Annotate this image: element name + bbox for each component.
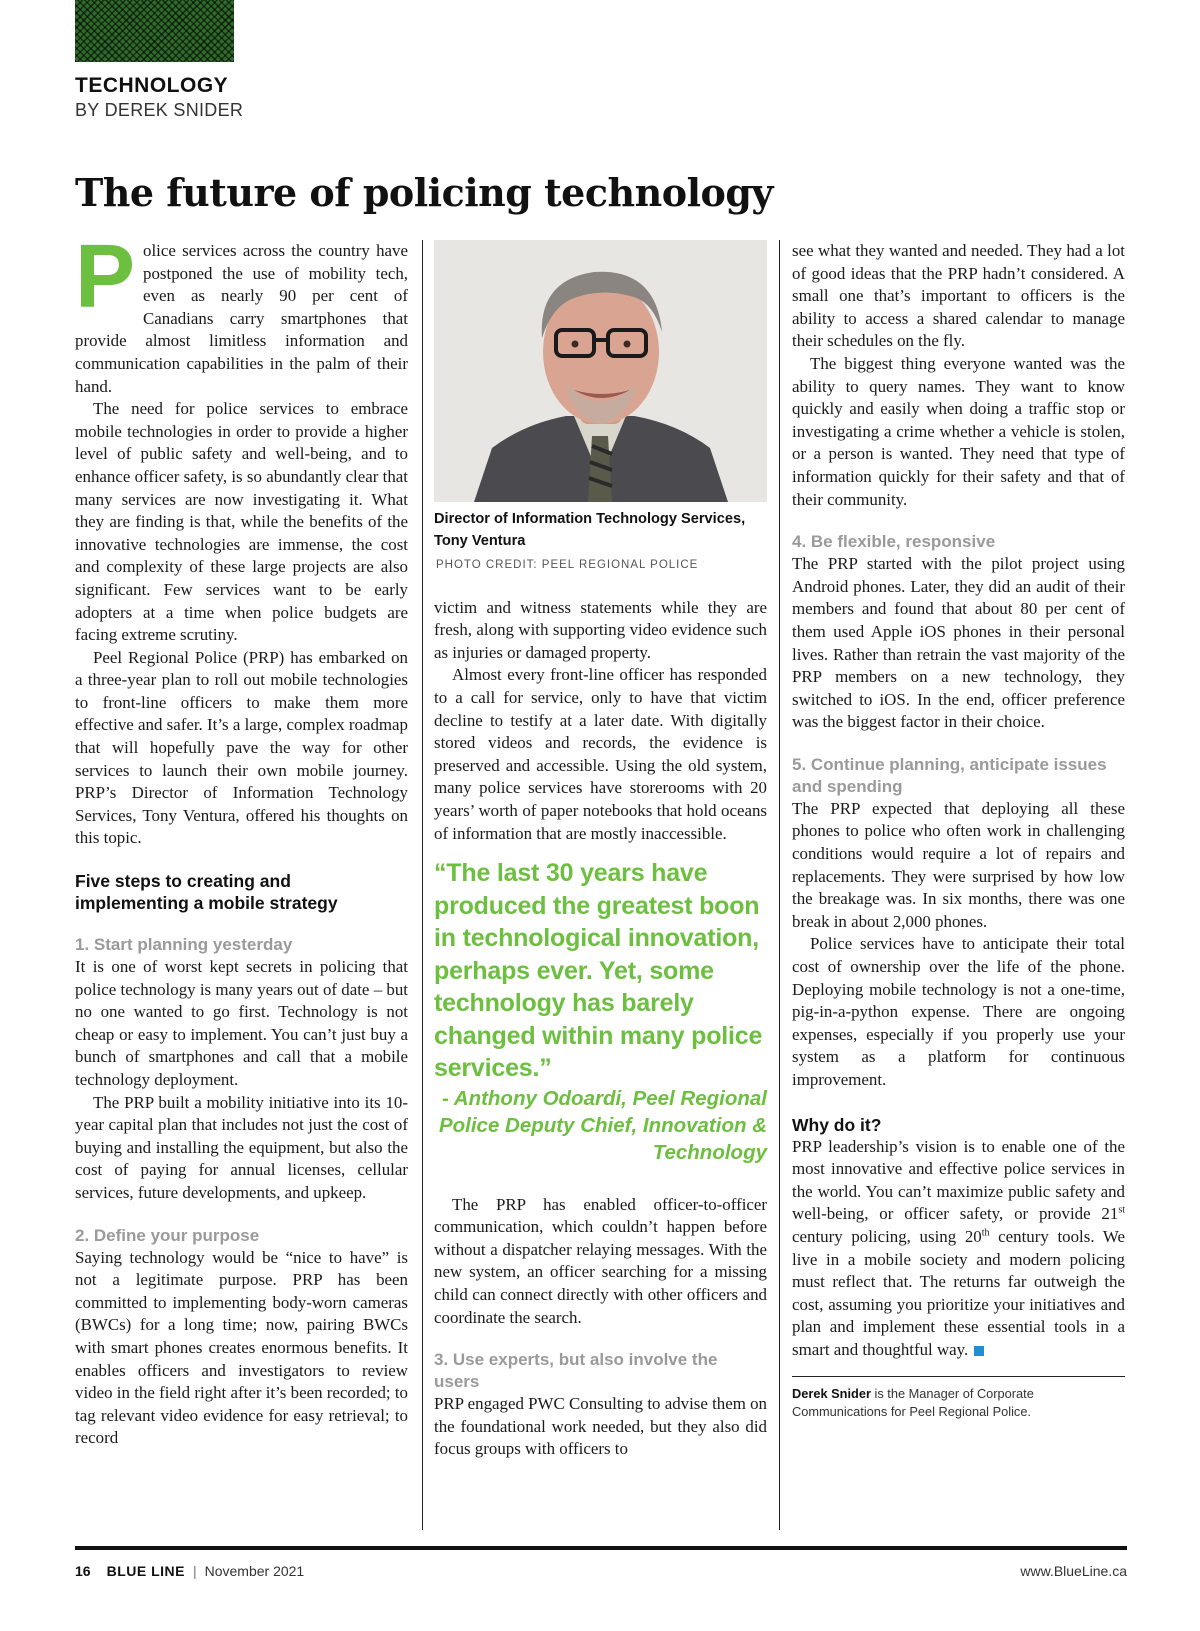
article-column-1 [75, 227, 408, 1450]
body-paragraph: The need for police services to embrace mobile technologies in order to provide a higher level of public safety and well-being, and to enhance officer safety, is so abundantly clear that many services are now investigating it. What they are finding is that, while the benefits of the innovative technologies are immense, the cost and complexity of these large projects are also significant. Few services want to be early adopters at a time when police budgets are facing extreme scrutiny. [75, 399, 408, 645]
article-column-2 [434, 240, 767, 1461]
issue-date: November 2021 [204, 1563, 305, 1579]
body-paragraph: The PRP has enabled officer-to-officer communication, which couldn’t happen before without a dispatcher relaying messages. With the new system, an officer searching for a missing child can connect directly with other officers and coordinate the search. [434, 1194, 767, 1327]
article-title: The future of policing technology [75, 170, 774, 215]
author-bio: Derek Snider is the Manager of Corporate Communications for Peel Regional Police. [792, 1385, 1034, 1419]
body-paragraph: The PRP built a mobility initiative into its 10-year capital plan that includes not just the cost of buying and installing the equipment, but also the cost of paying for annual licenses, cellular services, future developments, and upkeep. [75, 1092, 408, 1202]
footer-separator: | [192, 1563, 197, 1579]
step-2-heading: 2. Define your purpose [75, 1225, 260, 1245]
article-column-3 [792, 240, 1125, 1421]
body-paragraph: Saying technology would be “nice to have” is not a legitimate purpose. PRP has been committed to implementing body-worn cameras (BWCs) for a long time; now, pairing BWCs with smart phones creates enormous benefits. It enables officers and investigators to review video in the field right after it’s been recorded; to tag relevant video evidence for easy retrieval; to record [75, 1247, 408, 1448]
page-footer [75, 1563, 1127, 1579]
closing-paragraph: PRP leadership’s vision is to enable one of the most innovative and effective police services in the world. You can’t maximize public safety and well-being, or officer safety, or provide 21st century policing, using 20th century tools. We live in a mobile society and modern policing must reflect that. The returns far outweigh the cost, assuming you prioritize your initiatives and plan and implement these essential tools in a smart and thoughtful way. [792, 1136, 1125, 1359]
pull-quote: “The last 30 years have produced the greatest boon in technological innovation, perhaps ever. Yet, some technology has barely changed within many police services.” [434, 859, 763, 1083]
section-label: TECHNOLOGY [75, 74, 229, 97]
column-divider [779, 240, 780, 1530]
body-paragraph: The PRP expected that deploying all these phones to police who often work in challenging conditions would require a lot of repairs and replacements. They were surprised by how low the breakage was. In six months, there was one break in about 2,000 phones. [792, 798, 1125, 931]
decorative-crosshatch-block [75, 0, 234, 62]
body-paragraph: PRP engaged PWC Consulting to advise them on the foundational work needed, but they also did focus groups with officers to [434, 1394, 767, 1459]
photo-credit: PHOTO CREDIT: PEEL REGIONAL POLICE [436, 559, 699, 571]
pull-quote-attribution: - Anthony Odoardi, Peel Regional Police Deputy Chief, Innovation & Technology [438, 1086, 767, 1164]
byline: BY DEREK SNIDER [75, 100, 244, 120]
body-paragraph: The biggest thing everyone wanted was the ability to query names. They want to know quickly and easily when doing a traffic stop or investigating a crime whether a vehicle is stolen, or a person is wanted. They need that type of information quickly for their safety and that of their community. [792, 353, 1125, 509]
body-paragraph: victim and witness statements while they are fresh, along with supporting video evidence such as injuries or damaged property. [434, 597, 767, 662]
website-link[interactable]: www.BlueLine.ca [1020, 1563, 1127, 1579]
step-3-heading: 3. Use experts, but also involve the users [434, 1350, 718, 1392]
footer-rule [75, 1546, 1127, 1550]
portrait-illustration [434, 240, 767, 502]
step-1-heading: 1. Start planning yesterday [75, 935, 293, 955]
body-paragraph: see what they wanted and needed. They had a lot of good ideas that the PRP hadn’t considered. A small one that’s important to officers is the ability to access a shared calendar to manage their schedules on the fly. [792, 241, 1125, 351]
body-paragraph: Almost every front-line officer has responded to a call for service, only to have that victim decline to testify at a later date. With digitally stored videos and records, the evidence is preserved and accessible. Using the old system, many police services have storerooms with 20 years’ worth of paper notebooks that hold oceans of information that are mostly inaccessible. [434, 665, 767, 843]
body-paragraph: Peel Regional Police (PRP) has embarked on a three-year plan to roll out mobile technologies to front-line officers to make them more effective and safer. It’s a large, complex roadmap that will hopefully pave the way for other services to launch their own mobile journey. PRP’s Director of Information Technology Services, Tony Ventura, offered his thoughts on this topic. [75, 647, 408, 848]
steps-heading: Five steps to creating and implementing a mobile strategy [75, 871, 338, 914]
body-paragraph: The PRP started with the pilot project using Android phones. Later, they did an audit of their members and found that about 80 per cent of them used Apple iOS phones in their personal lives. Rather than retrain the vast majority of the PRP members on a new technology, they switched to iOS. In the end, officer preference was the biggest factor in their choice. [792, 554, 1125, 732]
magazine-name: BLUE LINE [106, 1563, 185, 1579]
body-paragraph: It is one of worst kept secrets in policing that police technology is many years out of date – but no one wanted to go first. Technology is not cheap or easy to implement. You can’t just buy a bunch of smartphones and call that a mobile technology deployment. [75, 957, 408, 1089]
step-4-heading: 4. Be flexible, responsive [792, 532, 996, 552]
portrait-photo [434, 240, 767, 502]
bio-author-name: Derek Snider [792, 1385, 871, 1401]
end-of-article-mark [974, 1346, 984, 1356]
drop-cap: P [75, 227, 136, 327]
step-5-heading: 5. Continue planning, anticipate issues and spending [792, 754, 1107, 796]
why-heading: Why do it? [792, 1114, 882, 1135]
photo-caption: Director of Information Technology Services, Tony Ventura [434, 511, 746, 549]
page-number: 16 [75, 1563, 91, 1579]
bio-divider [792, 1376, 1125, 1377]
body-paragraph: Police services have to anticipate their total cost of ownership over the life of the phone. Deploying mobile technology is not a one-time, pig-in-a-python expense. There are ongoing expenses, especially if you properly use your system as a platform for continuous improvement. [792, 934, 1125, 1089]
column-divider [422, 240, 423, 1530]
intro-paragraph: Police services across the country have postponed the use of mobility tech, even as nearly 90 per cent of Canadians carry smartphones that provide almost limitless information and communication capabilities in the palm of their hand. [75, 227, 408, 396]
